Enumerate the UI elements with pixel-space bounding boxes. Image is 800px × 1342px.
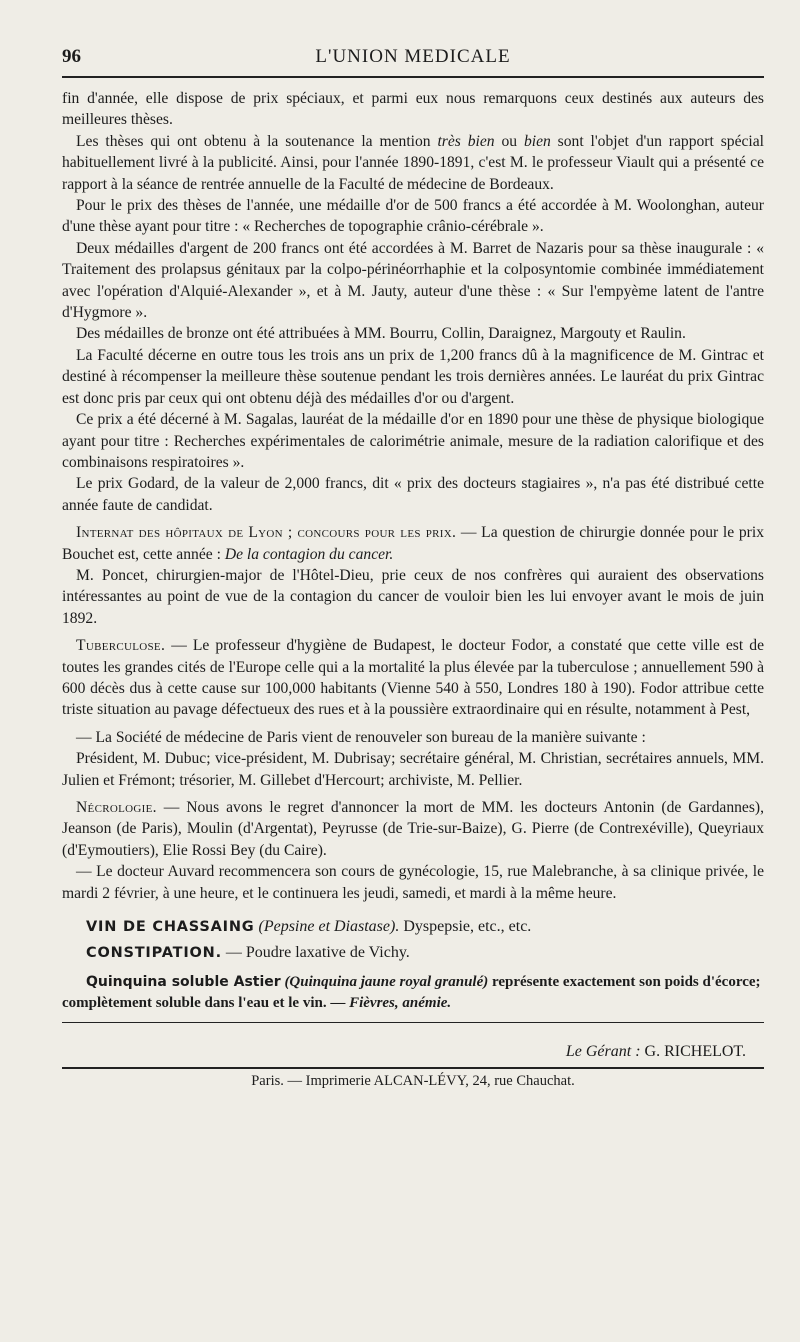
paragraph-text: ou — [494, 132, 524, 150]
section-heading: Nécrologie. — [76, 799, 157, 816]
ad-text: — Poudre laxative de Vichy. — [221, 944, 410, 962]
paragraph-text: Le prix Godard, de la valeur de 2,000 francs, dit « prix des docteurs stagiaires », n'a pas été distribué cette année faute de candidat. — [62, 475, 764, 514]
paragraph — [62, 861, 764, 904]
paragraph-text: — Le docteur Auvard recommencera son cours de gynécologie, 15, rue Malebranche, à sa clinique privée, le mardi 2 février, à une heure, et le continuera les jeudi, samedi, et mardi à la même heure. — [62, 863, 764, 902]
page-number: 96 — [62, 46, 81, 67]
news-item-tuberculose — [62, 635, 764, 721]
printer-imprint: Paris. — Imprimerie ALCAN-LÉVY, 24, rue Chauchat. — [251, 1073, 575, 1090]
paragraph-text: Deux médailles d'argent de 200 francs ont été accordées à M. Barret de Nazaris pour sa thèse inaugurale : « Traitement des prolapsus génitaux par la colpo-périnéorrhaphie et la colposyntomie combinée immédiatement avec l'opération d'Alquié-Alexander », et à M. Jauty, auteur d'une thèse : « Sur l'empyème latent de l'antre d'Hygmore ». — [62, 239, 764, 322]
article-body — [62, 88, 764, 904]
ad-vin-de-chassaing — [62, 914, 764, 940]
ad-emphasis: (Pepsine et Diastase). — [254, 918, 400, 936]
paragraph-text: Ce prix a été décerné à M. Sagalas, lauréat de la médaille d'or en 1890 pour une thèse de physique biologique ayant pour titre : Recherches expérimentales de calorimétrie animale, mesure de la radiation calorifique et des combinaisons respiratoires ». — [62, 411, 764, 471]
news-item-internat — [62, 522, 764, 565]
paragraph — [62, 195, 764, 238]
section-heading: Tuberculose. — [76, 637, 166, 655]
gerant-line — [62, 1043, 764, 1061]
ad-quinquina — [62, 972, 764, 1014]
paragraph — [62, 238, 764, 324]
header-rule — [62, 76, 764, 78]
emphasis-text: De la contagion du cancer. — [224, 545, 394, 563]
ad-brand: VIN DE CHASSAING — [86, 919, 255, 936]
paragraph — [62, 409, 764, 473]
paragraph — [62, 473, 764, 516]
page-header — [62, 40, 764, 76]
paragraph — [62, 323, 764, 344]
paragraph-text: Les thèses qui ont obtenu à la soutenance la mention — [76, 132, 438, 150]
section-heading: Internat des hôpitaux de Lyon ; concours pour les prix. — [76, 524, 457, 542]
paragraph-text: — La Société de médecine de Paris vient de renouveler son bureau de la manière suivante : — [76, 728, 646, 746]
paragraph — [62, 565, 764, 629]
gerant-name: G. RICHELOT. — [640, 1043, 746, 1061]
paragraph — [62, 727, 764, 748]
paragraph-text: fin d'année, elle dispose de prix spéciaux, et parmi eux nous remarquons ceux destinés aux auteurs des meilleures thèses. — [62, 90, 764, 129]
paragraph-text: La Faculté décerne en outre tous les trois ans un prix de 1,200 francs dû à la magnificence de M. Gintrac et destiné à récompenser la meilleure thèse soutenue pendant les trois dernières années. Le lauréat du prix Gintrac est donc pris par ceux qui ont obtenu déjà des médailles d'or ou d'argent. — [62, 346, 764, 407]
ad-text: représente exactement son poids d'écorce; complètement soluble dans l'eau et le vin. — — [62, 974, 761, 1012]
gerant-label: Le Gérant : — [565, 1043, 641, 1061]
paragraph — [62, 345, 764, 409]
ad-constipation — [62, 940, 764, 966]
ad-brand: Quinquina soluble Astier — [86, 974, 281, 991]
paragraph-text: — Le professeur d'hygiène de Budapest, le docteur Fodor, a constaté que cette ville est de toutes les grandes cités de l'Europe celle qui a la mortalité la plus élevée par la tuberculose ; annuellement 590 à 600 décès dus à cette cause sur 100,000 habitants (Vienne 540 à 550, Londres 180 à 190). Fodor attribue cette triste situation au pavage défectueux des rues et à la poussière extraordinaire qui en résulte, notamment à Pest, — [62, 637, 764, 719]
running-title: L'UNION MEDICALE — [315, 46, 511, 67]
emphasis-text: très bien — [437, 132, 495, 150]
paragraph-text: — La question de chirurgie donnée pour le prix Bouchet est, cette année : — [62, 524, 764, 563]
paragraph-text: Pour le prix des thèses de l'année, une médaille d'or de 500 francs a été accordée à M. Woolonghan, auteur d'une thèse ayant pour titre : « Recherches de topographie crânio-cérébrale ». — [62, 197, 764, 236]
paragraph-text: M. Poncet, chirurgien-major de l'Hôtel-Dieu, prie ceux de nos confrères qui auraient des observations intéressantes au point de vue de la contagion du cancer de vouloir bien les lui envoyer avant le mois de juin 1892. — [62, 566, 764, 627]
paragraph-text: Des médailles de bronze ont été attribuées à MM. Bourru, Collin, Daraignez, Margouty et Raulin. — [76, 325, 686, 343]
paragraph-text: sont l'objet d'un rapport spécial habituellement livré à la publicité. Ainsi, pour l'année 1890-1891, c'est M. le professeur Viault qui a présenté ce rapport à la séance de rentrée annuelle de la Faculté de médecine de Bordeaux. — [62, 132, 765, 193]
paragraph — [62, 748, 764, 791]
advertisements — [62, 914, 764, 1014]
paragraph-text: — Nous avons le regret d'annoncer la mort de MM. les docteurs Antonin (de Gardannes), Jeanson (de Paris), Moulin (d'Argentat), Peyrusse (de Trie-sur-Baize), G. Pierre (de Contrexéville), Queyriaux (d'Eymoutiers), Elie Rossi Bey (du Caire). — [62, 799, 764, 859]
paragraph — [62, 131, 764, 195]
ad-emphasis: Fièvres, anémie. — [349, 995, 452, 1012]
ad-emphasis: (Quinquina jaune royal granulé) — [280, 974, 489, 991]
news-item-necrologie — [62, 797, 764, 861]
paragraph-text: Président, M. Dubuc; vice-président, M. Dubrisay; secrétaire général, M. Christian, secrétaires annuels, MM. Julien et Frémont; trésorier, M. Gillebet d'Hercourt; archiviste, M. Pellier. — [62, 750, 764, 789]
footer-rule-top — [62, 1022, 764, 1023]
emphasis-text: bien — [523, 132, 551, 150]
paragraph — [62, 88, 764, 131]
ad-brand: CONSTIPATION. — [86, 945, 222, 962]
ad-text: Dyspepsie, etc., etc. — [399, 918, 532, 936]
footer-rule-bottom — [62, 1067, 764, 1069]
